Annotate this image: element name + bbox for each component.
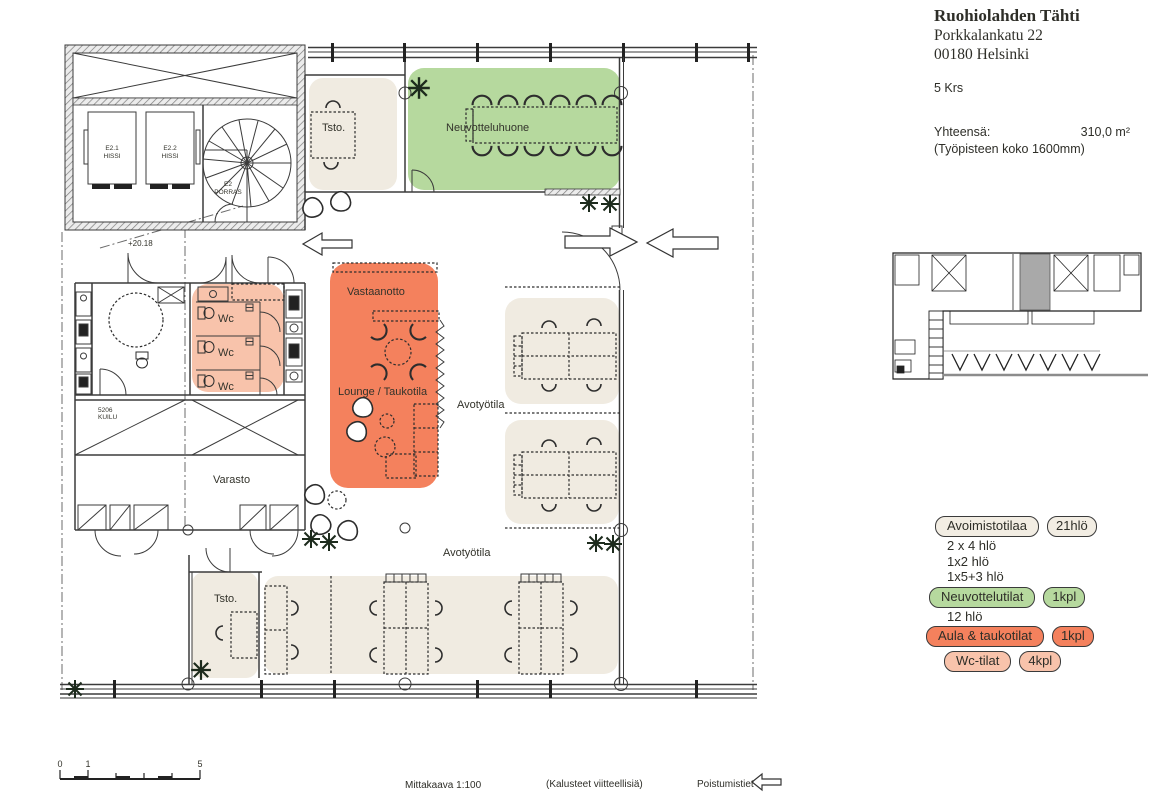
furniture-note: (Kalusteet viitteellisiä) <box>546 779 643 790</box>
scale-tick-1: 1 <box>85 759 91 769</box>
scale-tick-0: 0 <box>57 759 63 769</box>
lift2-label: E2.2 <box>163 145 177 152</box>
key-plan-highlight <box>1020 254 1050 310</box>
legend <box>926 516 1126 674</box>
shaft-number: 5206 <box>98 407 113 414</box>
shaft-type: KUILU <box>98 414 118 421</box>
wc1-label: Wc <box>218 313 234 325</box>
exit-direction-arrow-icon <box>752 774 781 790</box>
lift1-label: E2.1 <box>105 145 119 152</box>
address-line1: Porkkalankatu 22 <box>934 27 1043 44</box>
legend-lounge: Aula & taukotilat <box>926 626 1044 647</box>
scale-tick-5: 5 <box>197 759 203 769</box>
open-office-right-label: Avotyötila <box>457 399 505 411</box>
floor-label: 5 Krs <box>934 81 964 95</box>
plant-icon <box>408 77 430 99</box>
legend-wc: Wc-tilat <box>944 651 1011 672</box>
key-plan <box>893 253 1148 379</box>
legend-meeting-count: 1kpl <box>1043 587 1085 608</box>
legend-sub-4: 12 hlö <box>947 608 983 624</box>
spiral-stair <box>203 119 291 222</box>
level-mark: +20.18 <box>128 239 153 248</box>
plant-icon <box>191 660 211 680</box>
plant-icon <box>320 533 338 551</box>
total-area: 310,0 m² <box>1080 125 1130 139</box>
scale-bar <box>57 759 202 779</box>
lift1-type: HISSI <box>103 153 121 160</box>
plant-icon <box>580 194 598 212</box>
title-block <box>934 6 1149 156</box>
legend-sub-1: 2 x 4 hlö <box>947 538 997 553</box>
lift2-type: HISSI <box>161 153 179 160</box>
exits-label: Poistumistiet <box>697 779 754 790</box>
wc3-label: Wc <box>218 381 234 393</box>
building-name: Ruohiolahden Tähti <box>934 6 1080 25</box>
key-plan-stair <box>929 311 943 379</box>
open-office-bottom-label: Avotyötila <box>443 547 491 559</box>
plant-icon <box>302 530 320 548</box>
legend-sub-2: 1x2 hlö <box>947 553 989 569</box>
plant-icon <box>66 680 84 698</box>
office-top-label: Tsto. <box>322 122 346 134</box>
legend-sub-3: 1x5+3 hlö <box>947 569 1004 584</box>
zone-office-top <box>309 78 397 190</box>
lounge-label: Lounge / Taukotila <box>338 386 428 398</box>
stair-type: PORRAS <box>214 189 242 196</box>
total-label: Yhteensä: <box>934 125 991 139</box>
plant-icon <box>604 535 622 553</box>
plant-icon <box>587 534 605 552</box>
stair-label: E2 <box>224 181 232 188</box>
exit-arrows <box>303 228 718 257</box>
workstation-note: (Työpisteen koko 1600mm) <box>934 142 1085 156</box>
scale-label: Mittakaava 1:100 <box>405 780 482 791</box>
exit-arrow-right-icon <box>565 228 637 256</box>
plant-icon <box>601 195 619 213</box>
legend-meeting: Neuvottelutilat <box>929 587 1035 608</box>
storage-label: Varasto <box>213 474 251 486</box>
exit-arrow-left2-icon <box>647 229 718 257</box>
wc2-label: Wc <box>218 347 234 359</box>
key-plan-parking <box>952 354 1100 370</box>
meeting-room-label: Neuvotteluhuone <box>446 122 530 134</box>
legend-open-office: Avoimistotilaa <box>935 516 1039 537</box>
reception-label: Vastaanotto <box>347 286 405 298</box>
legend-lounge-count: 1kpl <box>1052 626 1094 647</box>
address-line2: 00180 Helsinki <box>934 46 1030 63</box>
legend-wc-count: 4kpl <box>1019 651 1061 672</box>
office-bottom-label: Tsto. <box>214 593 238 605</box>
exit-arrow-left-icon <box>303 233 352 255</box>
elevator-core <box>65 45 305 230</box>
legend-open-office-count: 21hlö <box>1047 516 1097 537</box>
